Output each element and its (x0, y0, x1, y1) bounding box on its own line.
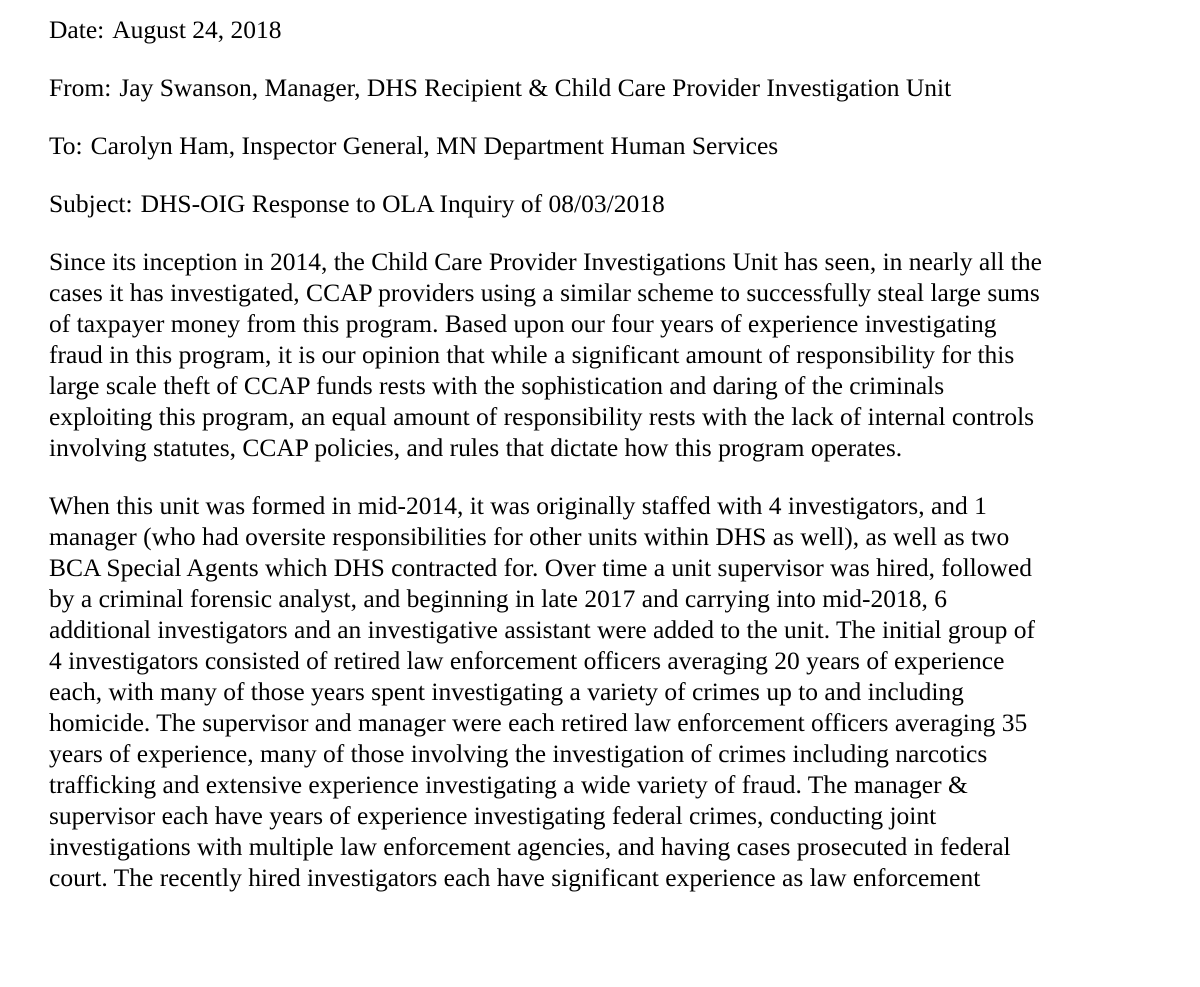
memo-to-line (49, 130, 1159, 161)
subject-value: DHS-OIG Response to OLA Inquiry of 08/03/2018 (140, 189, 665, 218)
paragraph-line: of taxpayer money from this program. Based upon our four years of experience investigating (49, 309, 997, 338)
body-paragraph-2 (49, 490, 1159, 893)
paragraph-line: cases it has investigated, CCAP providers using a similar scheme to successfully steal large sums (49, 278, 1040, 307)
memo-date-line (49, 14, 1159, 45)
paragraph-line: additional investigators and an investigative assistant were added to the unit. The initial group of (49, 615, 1036, 644)
paragraph-line: Since its inception in 2014, the Child Care Provider Investigations Unit has seen, in nearly all the (49, 247, 1042, 276)
paragraph-line: involving statutes, CCAP policies, and rules that dictate how this program operates. (49, 433, 903, 462)
paragraph-line: court. The recently hired investigators each have significant experience as law enforcement (49, 863, 981, 892)
from-label: From: (49, 73, 112, 102)
paragraph-line: manager (who had oversite responsibilities for other units within DHS as well), as well as two (49, 522, 1010, 551)
paragraph-line: BCA Special Agents which DHS contracted for. Over time a unit supervisor was hired, followed (49, 553, 1032, 582)
memo-document (49, 14, 1159, 920)
body-paragraph-1 (49, 246, 1159, 463)
paragraph-line: investigations with multiple law enforcement agencies, and having cases prosecuted in federal (49, 832, 1011, 861)
memo-subject-line (49, 188, 1159, 219)
to-label: To: (49, 131, 83, 160)
paragraph-line: each, with many of those years spent investigating a variety of crimes up to and including (49, 677, 964, 706)
memo-from-line (49, 72, 1159, 103)
paragraph-line: When this unit was formed in mid-2014, it was originally staffed with 4 investigators, and 1 (49, 491, 987, 520)
paragraph-line: supervisor each have years of experience investigating federal crimes, conducting joint (49, 801, 937, 830)
to-value: Carolyn Ham, Inspector General, MN Department Human Services (90, 131, 779, 160)
date-label: Date: (49, 15, 105, 44)
paragraph-line: large scale theft of CCAP funds rests with the sophistication and daring of the criminals (49, 371, 945, 400)
subject-label: Subject: (49, 189, 133, 218)
paragraph-line: by a criminal forensic analyst, and beginning in late 2017 and carrying into mid-2018, 6 (49, 584, 947, 613)
paragraph-line: exploiting this program, an equal amount of responsibility rests with the lack of internal controls (49, 402, 1035, 431)
date-value: August 24, 2018 (112, 15, 282, 44)
paragraph-line: years of experience, many of those involving the investigation of crimes including narcotics (49, 739, 988, 768)
paragraph-line: trafficking and extensive experience investigating a wide variety of fraud. The manager & (49, 770, 968, 799)
paragraph-line: homicide. The supervisor and manager were each retired law enforcement officers averaging 35 (49, 708, 1028, 737)
paragraph-line: fraud in this program, it is our opinion that while a significant amount of responsibility for this (49, 340, 1015, 369)
from-value: Jay Swanson, Manager, DHS Recipient & Child Care Provider Investigation Unit (119, 73, 952, 102)
paragraph-line: 4 investigators consisted of retired law enforcement officers averaging 20 years of experience (49, 646, 1005, 675)
